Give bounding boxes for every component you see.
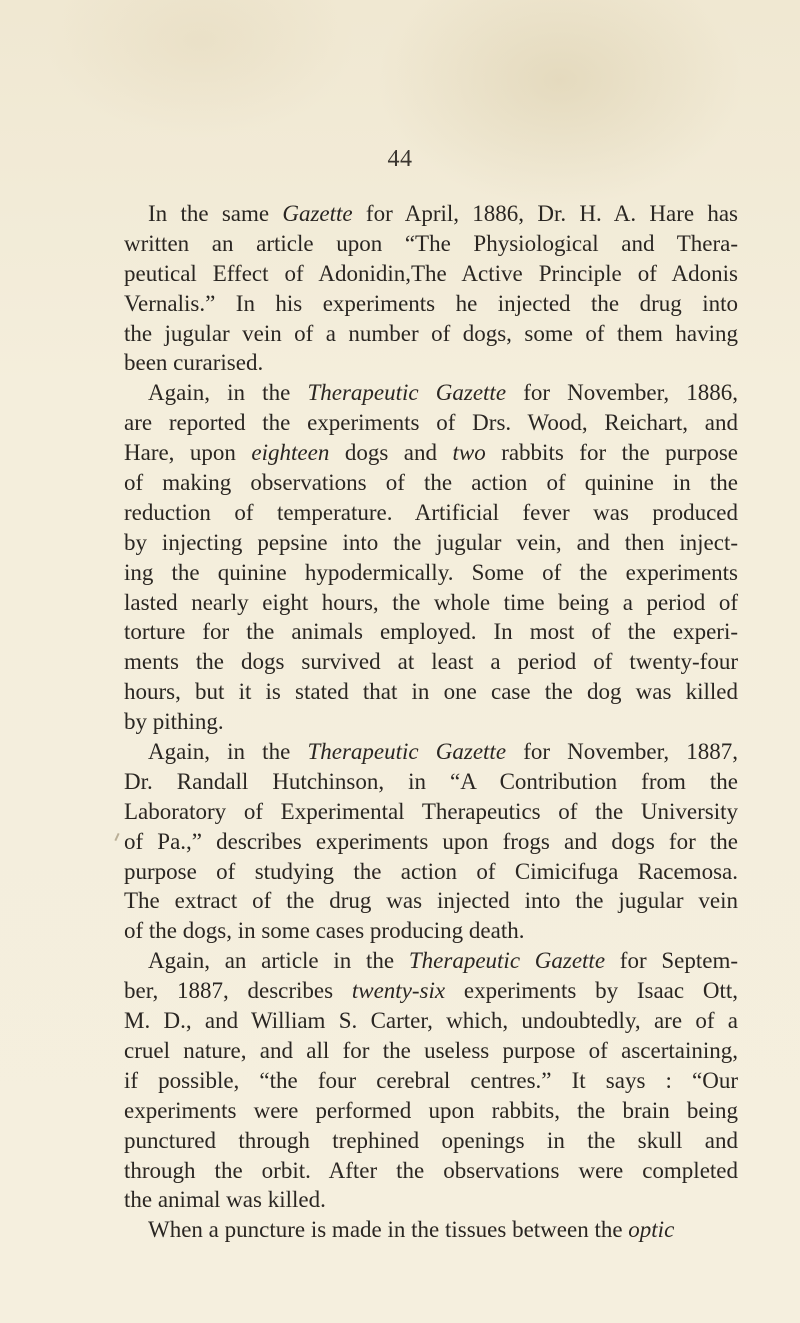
- text-line: [124, 259, 738, 289]
- paragraph: [124, 199, 738, 378]
- text-run: Dr. Randall Hutchinson, in “A Contribution from the: [124, 768, 738, 794]
- text-line: [124, 767, 738, 797]
- text-run: been curarised.: [124, 350, 264, 376]
- text-run: experiments by Isaac Ott,: [445, 978, 738, 1004]
- text-line: [124, 1215, 738, 1245]
- text-run: are reported the experiments of Drs. Wood, Reichart, and: [124, 410, 738, 436]
- text-run: of making observations of the action of quinine in the: [124, 470, 738, 496]
- text-run: Laboratory of Experimental Therapeutics of the University: [124, 798, 738, 824]
- text-line: [124, 976, 738, 1006]
- text-run: the animal was killed.: [124, 1187, 326, 1213]
- text-line: [124, 797, 738, 827]
- text-line: [124, 289, 738, 319]
- text-line: [124, 378, 738, 408]
- text-line: [124, 498, 738, 528]
- text-run: written an article upon “The Physiological and Thera-: [124, 230, 738, 256]
- page-number: 44: [387, 146, 413, 172]
- text-run: through the orbit. After the observations were completed: [124, 1157, 738, 1183]
- text-line: [124, 199, 738, 229]
- text-line: [124, 1096, 738, 1126]
- italic-text-run: optic: [628, 1217, 675, 1243]
- text-run: The extract of the drug was injected into the jugular vein: [124, 888, 738, 914]
- text-line: [124, 677, 738, 707]
- text-run: for Septem-: [605, 948, 738, 974]
- text-line: [124, 1036, 738, 1066]
- text-run: ing the quinine hypodermically. Some of the experiments: [124, 559, 738, 585]
- text-run: experiments were performed upon rabbits, the brain being: [124, 1097, 738, 1123]
- text-run: of the dogs, in some cases producing death.: [124, 918, 525, 944]
- text-run: cruel nature, and all for the useless purpose of ascertaining,: [124, 1037, 738, 1063]
- text-line: [124, 707, 738, 737]
- text-run: In the same: [148, 201, 283, 226]
- text-run: if possible, “the four cerebral centres.” It says : “Our: [124, 1067, 738, 1093]
- text-line: [124, 857, 738, 887]
- text-run: punctured through trephined openings in the skull and: [124, 1127, 738, 1153]
- text-line: [124, 229, 738, 259]
- text-run: the jugular vein of a number of dogs, some of them having: [124, 320, 738, 346]
- text-run: Vernalis.” In his experiments he injected the drug into: [124, 290, 738, 316]
- text-run: M. D., and William S. Carter, which, undoubtedly, are of a: [124, 1008, 738, 1034]
- text-run: hours, but it is stated that in one case the dog was killed: [124, 679, 738, 705]
- text-run: ber, 1887, describes: [124, 978, 352, 1004]
- italic-text-run: Gazette: [282, 201, 353, 226]
- italic-text-run: Therapeutic Gazette: [307, 739, 507, 765]
- text-line: [124, 886, 738, 916]
- text-line: [124, 438, 738, 468]
- text-line: [124, 588, 738, 618]
- text-run: for November, 1886,: [506, 380, 739, 406]
- text-run: of Pa.,” describes experiments upon frogs and dogs for the: [124, 828, 738, 854]
- text-run: rabbits for the purpose: [485, 440, 738, 466]
- text-line: [124, 468, 738, 498]
- text-run: reduction of temperature. Artificial fever was produced: [124, 499, 738, 525]
- text-run: torture for the animals employed. In most of the experi-: [124, 619, 738, 645]
- text-line: [124, 528, 738, 558]
- text-line: [124, 1156, 738, 1186]
- paragraph: [124, 378, 738, 737]
- text-line: [124, 647, 738, 677]
- text-line: [124, 827, 738, 857]
- text-line: [124, 737, 738, 767]
- italic-text-run: Therapeutic Gazette: [307, 380, 507, 406]
- text-run: Again, in the: [148, 739, 308, 765]
- paragraph: [124, 737, 738, 946]
- italic-text-run: twenty-six: [351, 978, 446, 1004]
- text-line: [124, 1185, 738, 1215]
- text-run: purpose of studying the action of Cimicifuga Racemosa.: [124, 858, 738, 884]
- text-run: for November, 1887,: [506, 739, 739, 765]
- text-run: Hare, upon: [124, 440, 252, 466]
- body-text: [124, 199, 738, 1245]
- text-line: [124, 408, 738, 438]
- text-line: [124, 1126, 738, 1156]
- text-run: peutical Effect of Adonidin,The Active Principle of Adonis: [124, 260, 738, 286]
- text-line: [124, 617, 738, 647]
- text-run: for April, 1886, Dr. H. A. Hare has: [352, 201, 738, 226]
- italic-text-run: two: [452, 440, 486, 466]
- text-run: When a puncture is made in the tissues between the: [148, 1217, 629, 1243]
- margin-mark: [114, 833, 119, 841]
- text-line: [124, 946, 738, 976]
- paragraph: [124, 1215, 738, 1245]
- text-line: [124, 558, 738, 588]
- text-line: [124, 1066, 738, 1096]
- text-run: Again, in the: [148, 380, 308, 406]
- text-run: dogs and: [329, 440, 453, 466]
- text-line: [124, 916, 738, 946]
- text-run: by injecting pepsine into the jugular vein, and then inject-: [124, 529, 738, 555]
- text-run: ments the dogs survived at least a period of twenty-four: [124, 649, 738, 675]
- text-run: lasted nearly eight hours, the whole time being a period of: [124, 589, 738, 615]
- italic-text-run: eighteen: [251, 440, 330, 466]
- text-line: [124, 1006, 738, 1036]
- text-run: by pithing.: [124, 709, 224, 735]
- text-run: Again, an article in the: [148, 948, 409, 974]
- text-line: [124, 319, 738, 349]
- paragraph: [124, 946, 738, 1215]
- text-line: [124, 348, 738, 378]
- italic-text-run: Therapeutic Gazette: [408, 948, 606, 974]
